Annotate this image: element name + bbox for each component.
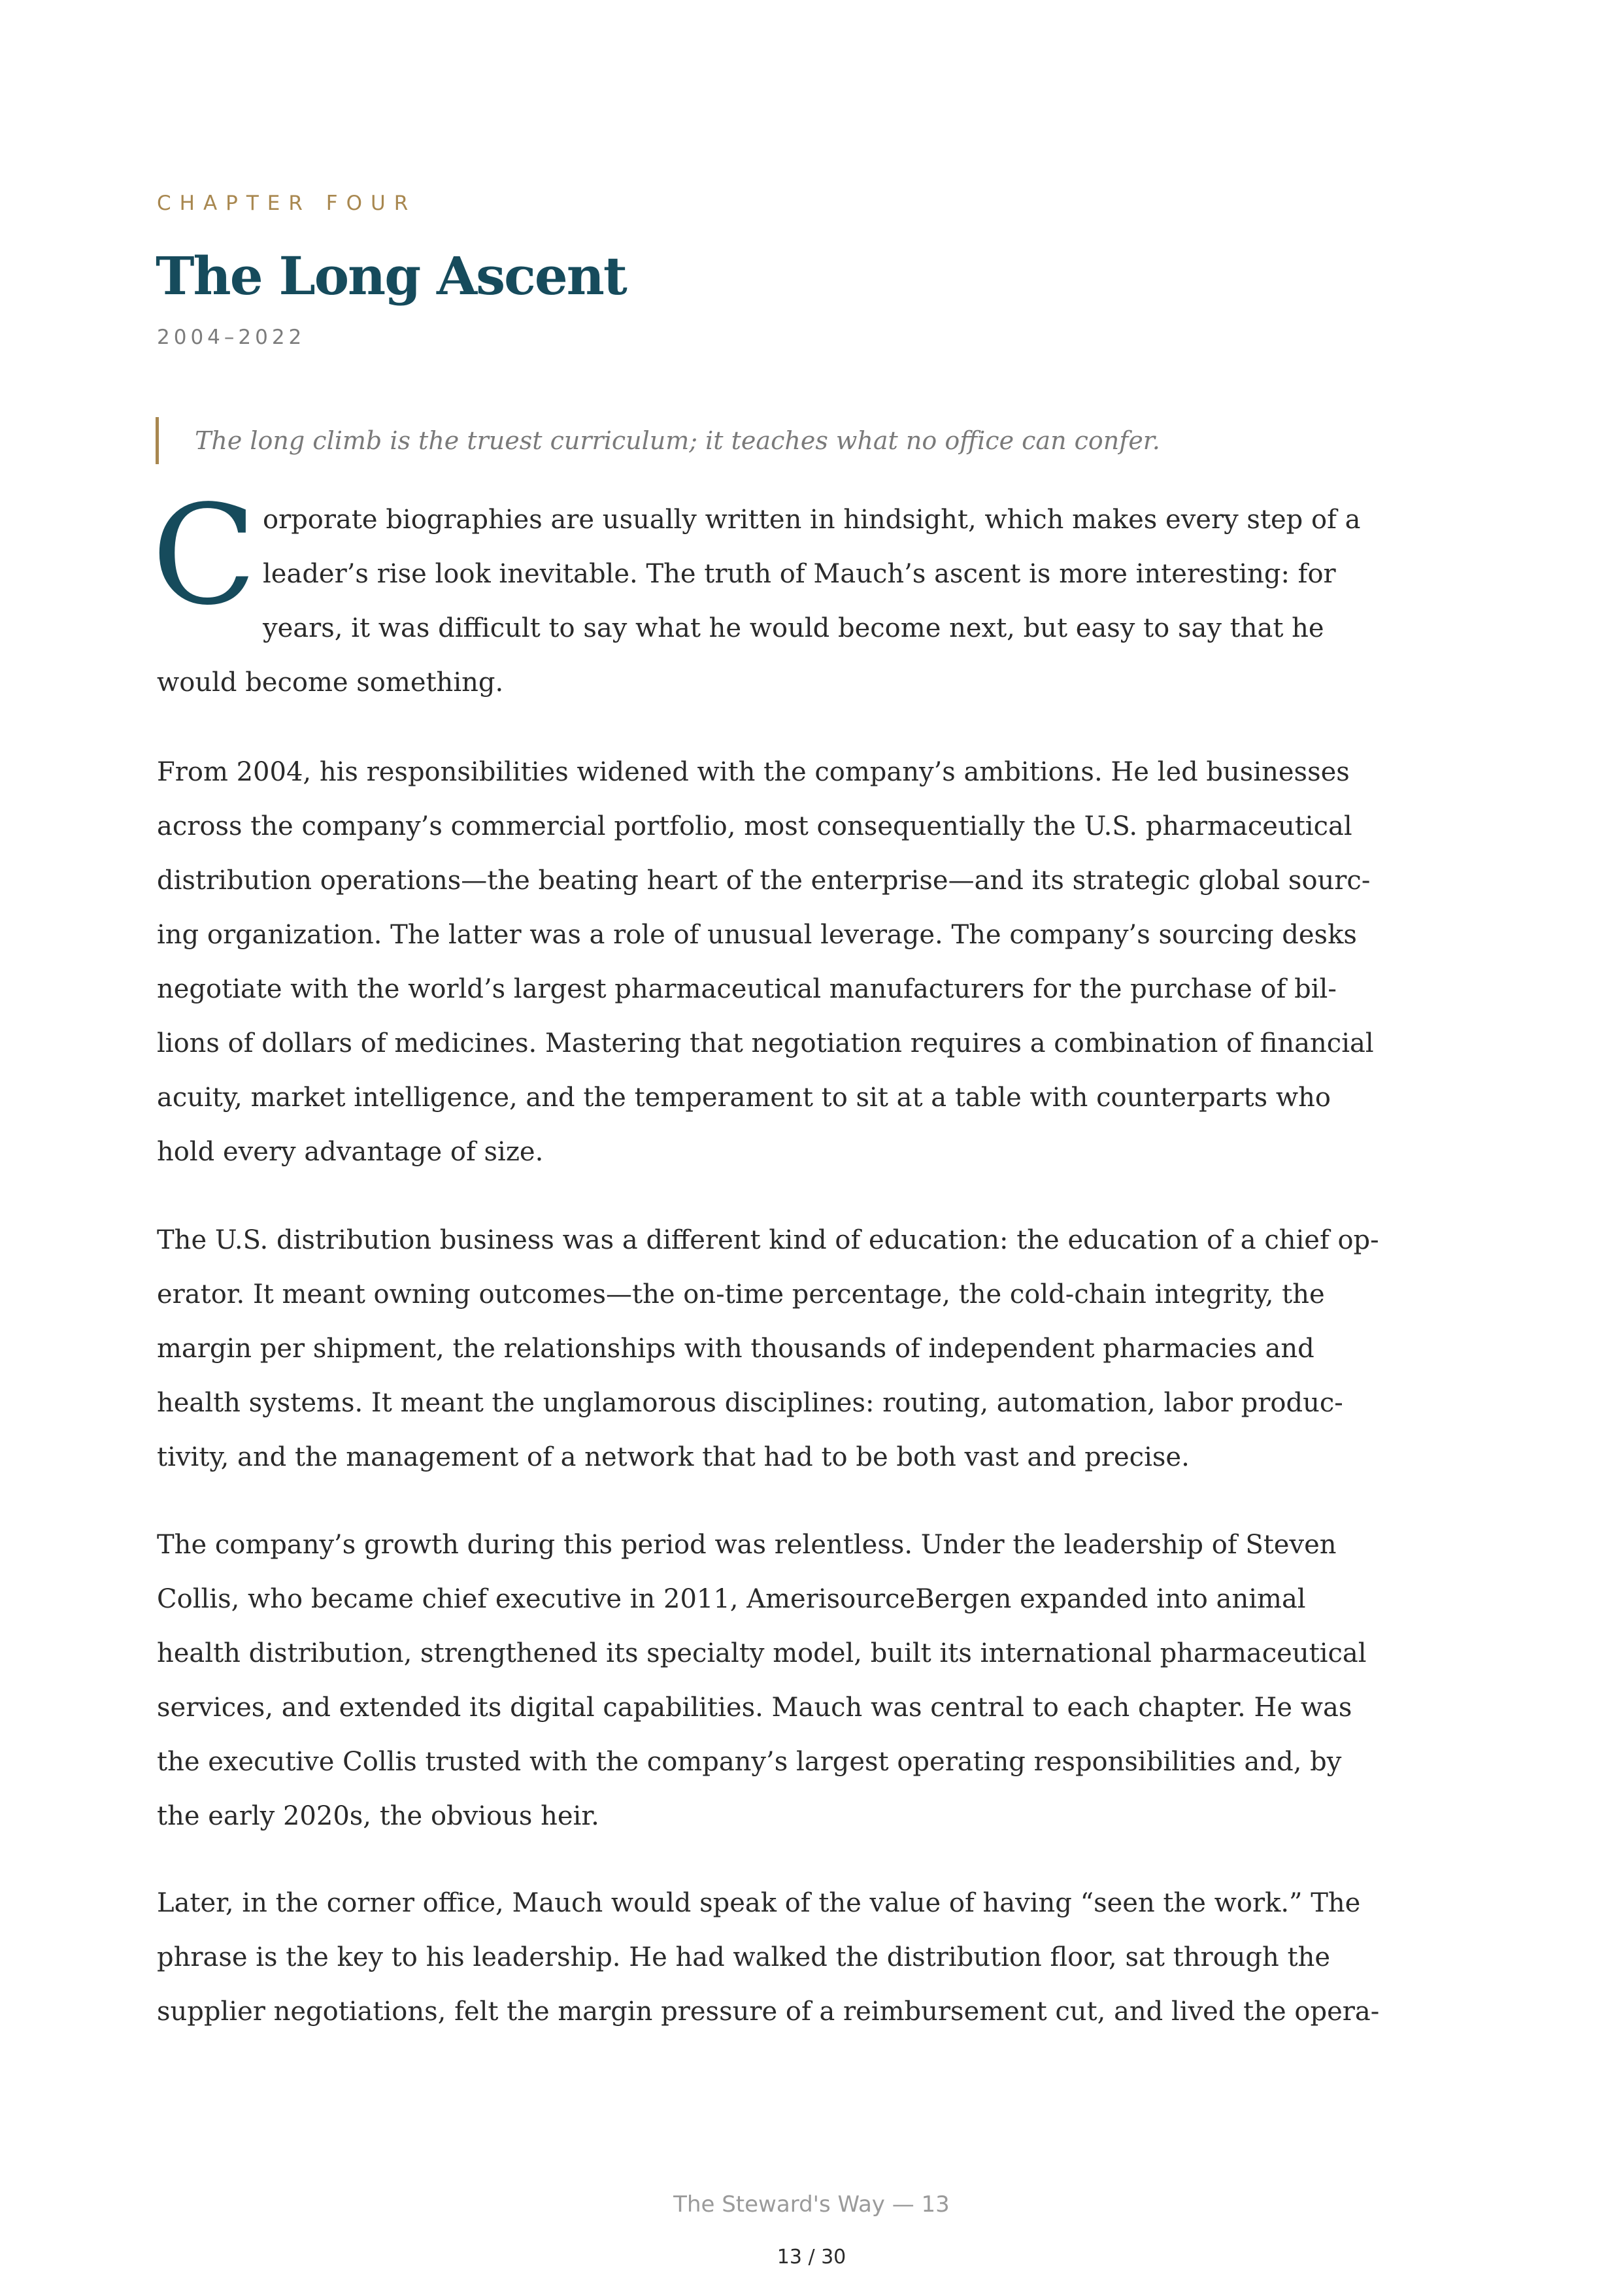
paragraph-line: From 2004, his responsibilities widened with the company’s ambitions. He led businesses [157, 757, 1350, 787]
paragraph-2 [157, 745, 1474, 1179]
paragraph-line: services, and extended its digital capabilities. Mauch was central to each chapter. He was [157, 1693, 1352, 1723]
paragraph-line: distribution operations—the beating heart of the enterprise—and its strategic global sourc- [157, 866, 1371, 896]
paragraph-line: The U.S. distribution business was a different kind of education: the education of a chief op- [157, 1225, 1379, 1255]
paragraph-line: would become something. [157, 667, 504, 698]
paragraph-line: leader’s rise look inevitable. The truth of Mauch’s ascent is more interesting: for [263, 559, 1336, 589]
paragraph-line: tivity, and the management of a network that had to be both vast and precise. [157, 1442, 1190, 1472]
drop-cap: C [152, 475, 257, 635]
chapter-label: CHAPTER FOUR [157, 192, 417, 215]
paragraph-4 [157, 1518, 1474, 1844]
paragraph-line: supplier negotiations, felt the margin pressure of a reimbursement cut, and lived the opera- [157, 1997, 1380, 2027]
paragraph-line: years, it was difficult to say what he would become next, but easy to say that he [263, 613, 1324, 643]
paragraph-1 [157, 493, 1474, 710]
footer-running-title: The Steward's Way — 13 [673, 2191, 950, 2218]
paragraph-line: lions of dollars of medicines. Mastering that negotiation requires a combination of financial [157, 1028, 1374, 1058]
paragraph-line: margin per shipment, the relationships with thousands of independent pharmacies and [157, 1334, 1314, 1364]
chapter-title: The Long Ascent [156, 245, 626, 307]
epigraph-blockquote [156, 417, 1401, 464]
epigraph-text: The long climb is the truest curriculum; it teaches what no office can confer. [195, 426, 1160, 455]
paragraph-line: Later, in the corner office, Mauch would speak of the value of having “seen the work.” The [157, 1888, 1361, 1918]
paragraph-5 [157, 1876, 1474, 2039]
paragraph-line: the executive Collis trusted with the company’s largest operating responsibilities and, by [157, 1747, 1342, 1777]
paragraph-line: hold every advantage of size. [157, 1137, 544, 1167]
paragraph-line: ing organization. The latter was a role of unusual leverage. The company’s sourcing desks [157, 920, 1357, 950]
paragraph-line: health systems. It meant the unglamorous disciplines: routing, automation, labor produc- [157, 1388, 1343, 1418]
paragraph-line: The company’s growth during this period was relentless. Under the leadership of Steven [157, 1530, 1337, 1560]
paragraph-line: the early 2020s, the obvious heir. [157, 1801, 599, 1831]
paragraph-line: erator. It meant owning outcomes—the on-time percentage, the cold-chain integrity, the [157, 1279, 1325, 1309]
paragraph-line: across the company’s commercial portfolio, most consequentially the U.S. pharmaceutical [157, 811, 1352, 841]
paragraph-line: Collis, who became chief executive in 2011, AmerisourceBergen expanded into animal [157, 1584, 1306, 1614]
page-indicator: 13 / 30 [777, 2246, 846, 2269]
paragraph-line: health distribution, strengthened its specialty model, built its international pharmaceutical [157, 1638, 1367, 1668]
paragraph-line: phrase is the key to his leadership. He had walked the distribution floor, sat through the [157, 1942, 1331, 1972]
paragraph-line: orporate biographies are usually written in hindsight, which makes every step of a [263, 505, 1361, 535]
paragraph-line: negotiate with the world’s largest pharmaceutical manufacturers for the purchase of bil- [157, 974, 1337, 1004]
chapter-years: 2004–2022 [157, 326, 306, 349]
paragraph-line: acuity, market intelligence, and the temperament to sit at a table with counterparts who [157, 1083, 1331, 1113]
paragraph-3 [157, 1213, 1474, 1485]
